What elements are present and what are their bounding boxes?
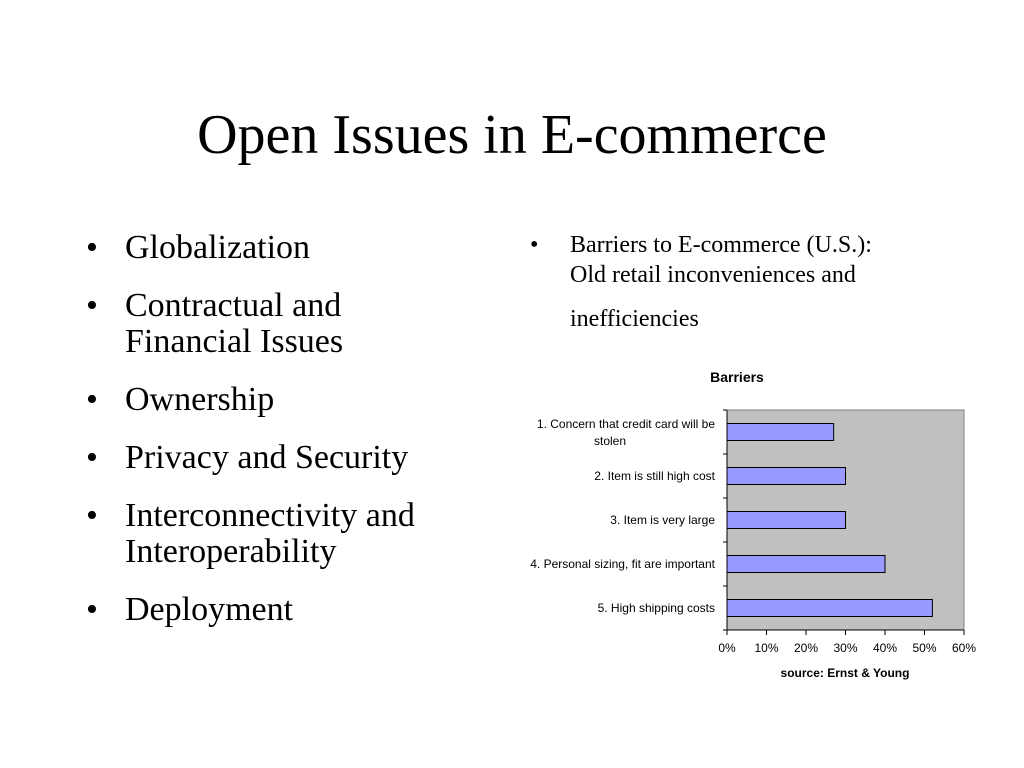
issue-item: [84, 440, 484, 476]
issue-item-label: Interconnectivity and: [125, 497, 415, 534]
category-label: stolen: [593, 434, 627, 448]
bullet-icon: •: [530, 232, 539, 258]
barriers-line-1: Barriers to E-commerce (U.S.):: [570, 232, 872, 258]
issues-list: [84, 230, 484, 650]
bar: [727, 600, 932, 617]
issue-item: [84, 288, 484, 360]
category-label: 4. Personal sizing, fit are important: [530, 557, 715, 571]
category-label: 2. Item is still high cost: [594, 469, 715, 483]
bar: [727, 468, 846, 485]
issue-item-label: Privacy and Security: [125, 439, 409, 476]
issue-item: [84, 498, 484, 570]
bullet-icon: •: [86, 287, 98, 324]
issue-item: [84, 382, 484, 418]
issue-item-label: Contractual and: [125, 287, 342, 324]
x-tick-label: 20%: [793, 641, 819, 655]
x-tick-label: 60%: [951, 641, 977, 655]
issue-item-label: Globalization: [125, 229, 311, 266]
barriers-bullet: [530, 230, 960, 334]
barriers-line-2: Old retail inconveniences and: [570, 262, 856, 288]
x-tick-label: 40%: [872, 641, 898, 655]
barriers-chart: [480, 360, 990, 690]
chart-title: Barriers: [710, 369, 764, 385]
category-label: 5. High shipping costs: [597, 601, 715, 615]
bullet-icon: •: [86, 591, 98, 628]
issue-item-label: Deployment: [125, 591, 294, 628]
x-tick-label: 10%: [754, 641, 779, 655]
bar: [727, 556, 885, 573]
issue-item: [84, 592, 484, 628]
category-label: 3. Item is very large: [610, 513, 715, 527]
category-label: 1. Concern that credit card will be: [536, 417, 715, 431]
issue-item-label: Interoperability: [125, 533, 337, 570]
x-tick-label: 30%: [833, 641, 858, 655]
slide-title: Open Issues in E-commerce: [197, 104, 827, 166]
bullet-icon: •: [86, 229, 98, 266]
x-tick-label: 0%: [718, 641, 736, 655]
barriers-text: [570, 230, 960, 334]
x-tick-label: 50%: [912, 641, 937, 655]
bullet-icon: •: [86, 497, 98, 534]
bar: [727, 512, 846, 529]
bullet-icon: •: [86, 439, 98, 476]
barriers-line-3: inefficiencies: [570, 306, 699, 332]
issue-item-label: Financial Issues: [125, 323, 344, 360]
bullet-icon: •: [86, 381, 98, 418]
issue-item-label: Ownership: [125, 381, 275, 418]
bar: [727, 424, 834, 441]
x-axis-label: source: Ernst & Young: [780, 666, 910, 680]
issue-item: [84, 230, 484, 266]
